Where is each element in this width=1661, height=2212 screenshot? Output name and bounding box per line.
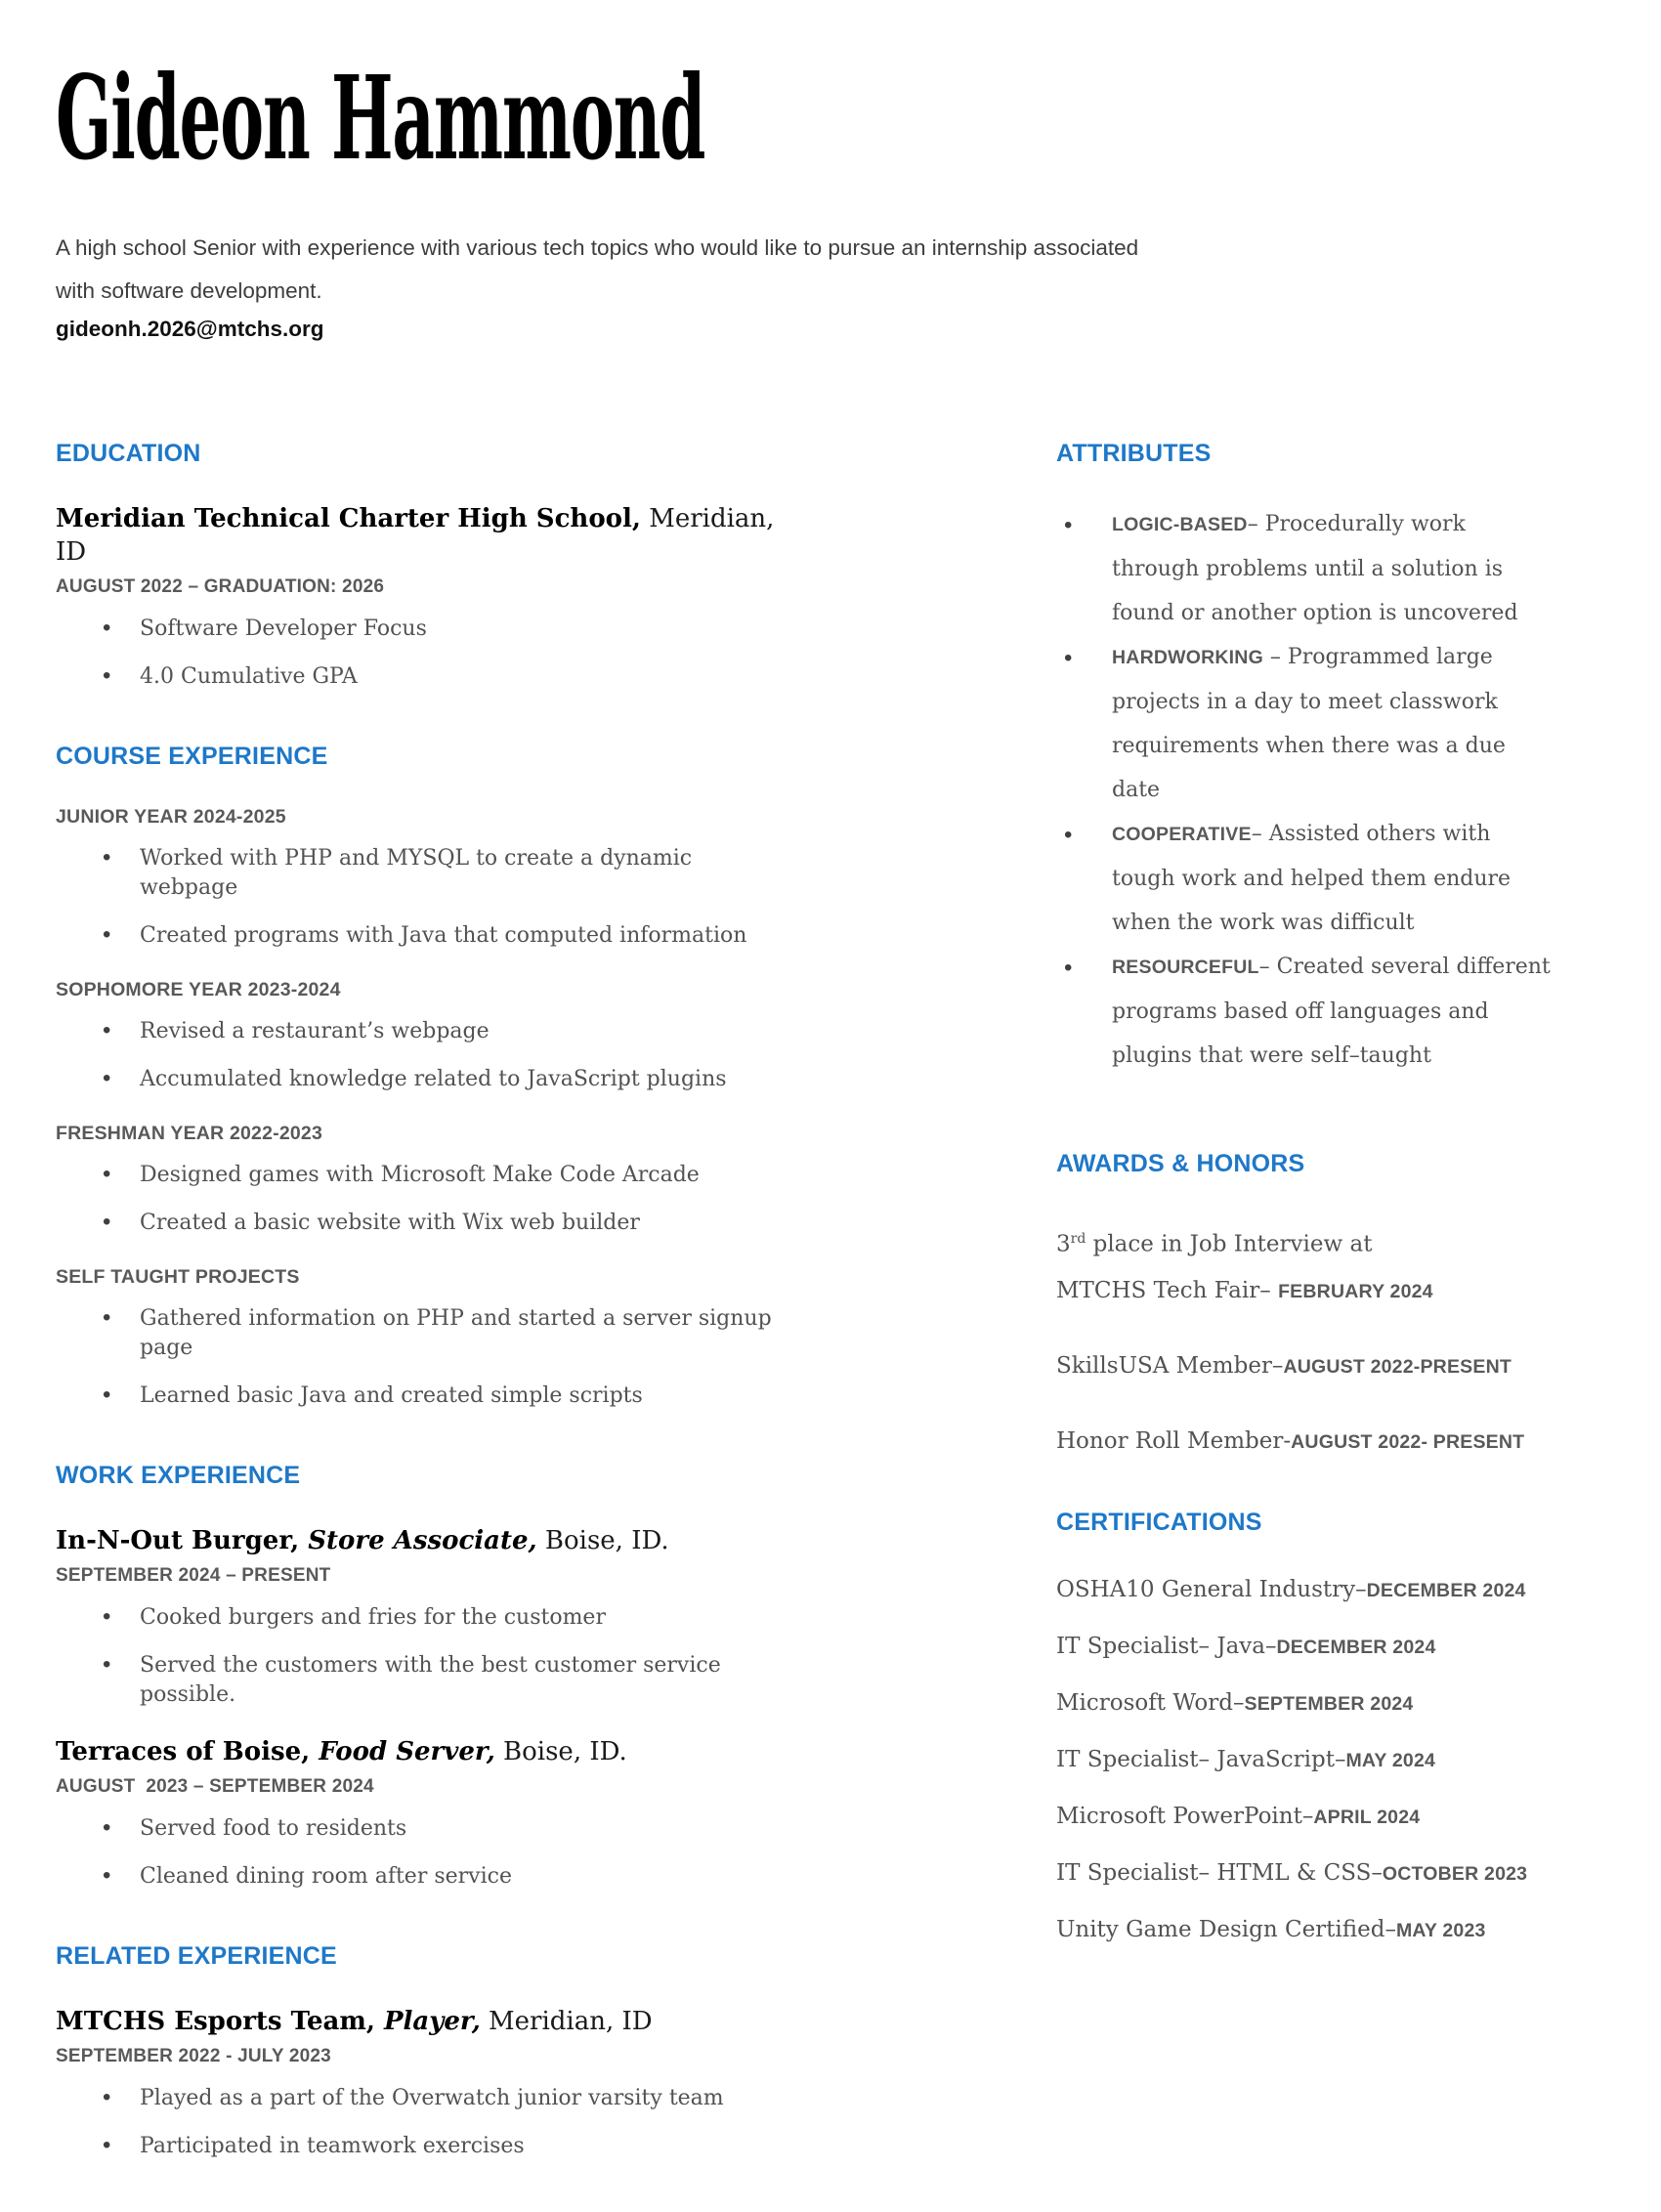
job-role: Player, bbox=[374, 2007, 481, 2036]
certification-date: DECEMBER 2024 bbox=[1366, 1579, 1526, 1601]
attribute-item bbox=[1056, 502, 1556, 635]
award-text: SkillsUSA Member– bbox=[1056, 1352, 1284, 1379]
course-group-bullets bbox=[56, 1017, 779, 1094]
attribute-label: HARDWORKING bbox=[1112, 647, 1263, 668]
certification-date: MAY 2023 bbox=[1395, 1919, 1486, 1941]
award-text: place in Job Interview at bbox=[1086, 1231, 1373, 1257]
education-dates: AUGUST 2022 – GRADUATION: 2026 bbox=[56, 576, 385, 597]
certifications-section bbox=[1056, 1509, 1556, 1943]
bullet-item: • Played as a part of the Overwatch junior varsity team bbox=[56, 2084, 779, 2113]
certification-item bbox=[1056, 1747, 1556, 1773]
bullet-item: • Revised a restaurant’s webpage bbox=[56, 1017, 779, 1046]
job-entry bbox=[56, 1524, 779, 1710]
award-date: AUGUST 2022- PRESENT bbox=[1291, 1430, 1525, 1453]
certification-name: Microsoft PowerPoint– bbox=[1056, 1803, 1314, 1829]
bullet-item: • Served food to residents bbox=[56, 1814, 779, 1844]
school-name: Meridian Technical Charter High School, bbox=[56, 504, 641, 533]
bullet-item: • Accumulated knowledge related to JavaScript plugins bbox=[56, 1065, 779, 1094]
awards-section bbox=[1056, 1150, 1556, 1466]
certification-item bbox=[1056, 1690, 1556, 1717]
course-group-label: SOPHOMORE YEAR 2023-2024 bbox=[56, 979, 341, 1000]
awards-heading: AWARDS & HONORS bbox=[1056, 1150, 1305, 1177]
job-bullets bbox=[56, 1814, 779, 1892]
award-date: AUGUST 2022-PRESENT bbox=[1283, 1355, 1512, 1378]
job-entry bbox=[56, 2005, 779, 2161]
certification-item bbox=[1056, 1634, 1556, 1660]
left-column bbox=[56, 440, 779, 2212]
certification-date: MAY 2024 bbox=[1345, 1749, 1436, 1771]
job-role: Food Server, bbox=[310, 1737, 495, 1766]
right-column bbox=[1056, 440, 1556, 2212]
job-role: Store Associate, bbox=[299, 1526, 537, 1555]
award-item bbox=[1056, 1216, 1556, 1315]
bullet-item: • Participated in teamwork exercises bbox=[56, 2132, 779, 2161]
attribute-item bbox=[1056, 635, 1556, 812]
education-bullets bbox=[56, 615, 779, 692]
certification-name: IT Specialist– HTML & CSS– bbox=[1056, 1859, 1383, 1886]
job-title-line bbox=[56, 1524, 779, 1557]
resume-header bbox=[56, 51, 1602, 346]
job-dates: SEPTEMBER 2022 - JULY 2023 bbox=[56, 2046, 331, 2066]
attribute-text: – Created several different programs based off languages and plugins that were self–taught bbox=[1112, 955, 1551, 1068]
email-text: gideonh.2026@mtchs.org bbox=[56, 317, 324, 341]
award-text: 3 bbox=[1056, 1231, 1071, 1257]
bullet-item: • Worked with PHP and MYSQL to create a dynamic webpage bbox=[56, 844, 779, 903]
award-text: Honor Roll Member- bbox=[1056, 1427, 1292, 1454]
page-title: Gideon Hammond bbox=[56, 50, 705, 186]
certification-date: OCTOBER 2023 bbox=[1382, 1862, 1528, 1885]
certification-item bbox=[1056, 1804, 1556, 1830]
company-name: In-N-Out Burger, bbox=[56, 1526, 300, 1555]
job-title-line bbox=[56, 2005, 779, 2038]
bullet-item: • Created programs with Java that computed information bbox=[56, 921, 779, 951]
award-item bbox=[1056, 1343, 1556, 1390]
award-date: FEBRUARY 2024 bbox=[1278, 1280, 1433, 1302]
bullet-item: • Served the customers with the best customer service possible. bbox=[56, 1651, 779, 1710]
course-group-bullets bbox=[56, 1161, 779, 1238]
attribute-text: – Assisted others with tough work and helped them endure when the work was difficult bbox=[1112, 822, 1512, 935]
attribute-item bbox=[1056, 812, 1556, 945]
school-line bbox=[56, 502, 779, 569]
bullet-item: • Software Developer Focus bbox=[56, 615, 779, 644]
work-experience-section bbox=[56, 1462, 779, 1892]
work-experience-heading: WORK EXPERIENCE bbox=[56, 1462, 301, 1489]
bullet-item: • Cooked burgers and fries for the customer bbox=[56, 1603, 779, 1633]
job-entry bbox=[56, 1735, 779, 1892]
course-experience-heading: COURSE EXPERIENCE bbox=[56, 743, 328, 770]
bullet-item: • Cleaned dining room after service bbox=[56, 1862, 779, 1892]
certification-name: IT Specialist– JavaScript– bbox=[1056, 1746, 1346, 1772]
job-dates: SEPTEMBER 2024 – PRESENT bbox=[56, 1565, 331, 1586]
bullet-item: • Learned basic Java and created simple scripts bbox=[56, 1382, 779, 1411]
school-location: Meridian, ID bbox=[56, 504, 775, 567]
course-group-label: JUNIOR YEAR 2024-2025 bbox=[56, 806, 286, 828]
job-dates: AUGUST 2023 – SEPTEMBER 2024 bbox=[56, 1776, 374, 1797]
award-item bbox=[1056, 1419, 1556, 1466]
course-group-label: FRESHMAN YEAR 2022-2023 bbox=[56, 1123, 323, 1144]
certification-date: APRIL 2024 bbox=[1313, 1806, 1421, 1828]
company-name: Terraces of Boise, bbox=[56, 1737, 311, 1766]
attribute-label: RESOURCEFUL bbox=[1112, 957, 1259, 978]
attribute-label: LOGIC-BASED bbox=[1112, 514, 1248, 535]
course-experience-section bbox=[56, 743, 779, 1411]
course-group-label: SELF TAUGHT PROJECTS bbox=[56, 1266, 300, 1288]
job-location: Boise, ID. bbox=[494, 1737, 627, 1766]
certification-item bbox=[1056, 1577, 1556, 1603]
bullet-item: • 4.0 Cumulative GPA bbox=[56, 662, 779, 692]
certification-name: OSHA10 General Industry– bbox=[1056, 1576, 1367, 1602]
related-experience-section bbox=[56, 1942, 779, 2161]
attribute-item bbox=[1056, 945, 1556, 1078]
certification-date: DECEMBER 2024 bbox=[1276, 1636, 1436, 1658]
related-experience-heading: RELATED EXPERIENCE bbox=[56, 1942, 337, 1970]
summary-text: A high school Senior with experience with various tech topics who would like to pursue an internship associated with software development. bbox=[56, 235, 1139, 303]
attribute-text: – Procedurally work through problems until a solution is found or another option is uncovered bbox=[1112, 512, 1518, 625]
job-location: Meridian, ID bbox=[480, 2007, 653, 2036]
attribute-text: – Programmed large projects in a day to meet classwork requirements when there was a due date bbox=[1112, 645, 1506, 802]
bullet-item: • Created a basic website with Wix web builder bbox=[56, 1209, 779, 1238]
certification-date: SEPTEMBER 2024 bbox=[1244, 1692, 1414, 1715]
attribute-label: COOPERATIVE bbox=[1112, 824, 1252, 845]
team-name: MTCHS Esports Team, bbox=[56, 2007, 375, 2036]
course-group-bullets bbox=[56, 844, 779, 951]
certification-item bbox=[1056, 1860, 1556, 1887]
certification-name: IT Specialist– Java– bbox=[1056, 1633, 1277, 1659]
certification-name: Microsoft Word– bbox=[1056, 1689, 1245, 1716]
job-title-line bbox=[56, 1735, 779, 1768]
education-section bbox=[56, 440, 779, 692]
award-text: MTCHS Tech Fair– bbox=[1056, 1277, 1279, 1303]
attributes-heading: ATTRIBUTES bbox=[1056, 440, 1212, 467]
attributes-section bbox=[1056, 440, 1556, 1078]
certification-name: Unity Game Design Certified– bbox=[1056, 1916, 1396, 1942]
job-bullets bbox=[56, 1603, 779, 1710]
certifications-heading: CERTIFICATIONS bbox=[1056, 1508, 1262, 1536]
ordinal-suffix: rd bbox=[1070, 1231, 1086, 1247]
attributes-list bbox=[1056, 502, 1556, 1078]
education-heading: EDUCATION bbox=[56, 440, 201, 467]
course-group-bullets bbox=[56, 1304, 779, 1411]
job-bullets bbox=[56, 2084, 779, 2161]
job-location: Boise, ID. bbox=[536, 1526, 669, 1555]
bullet-item: • Designed games with Microsoft Make Code Arcade bbox=[56, 1161, 779, 1190]
two-column-layout bbox=[56, 440, 1602, 2212]
certification-item bbox=[1056, 1917, 1556, 1943]
bullet-item: • Gathered information on PHP and started a server signup page bbox=[56, 1304, 779, 1363]
